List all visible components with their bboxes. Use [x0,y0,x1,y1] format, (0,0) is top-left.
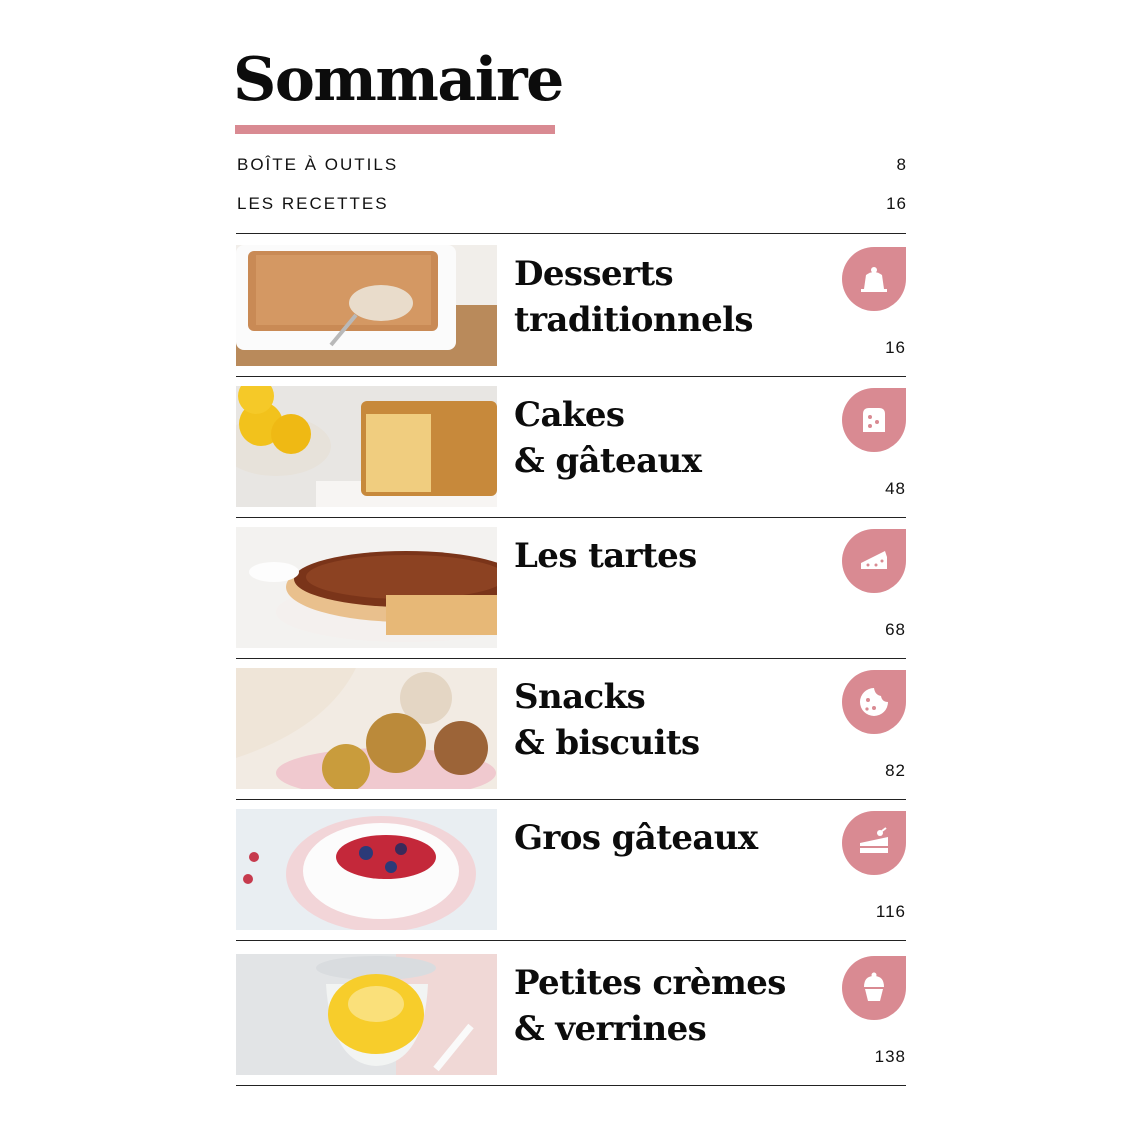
toc-entry-label: LES RECETTES [237,194,389,213]
section-title: Snacks & biscuits [514,677,700,763]
page-title: Sommaire [233,45,563,115]
section-page: 68 [885,620,906,639]
baked-dessert-dish-photo [236,245,497,366]
section-page: 138 [874,1047,906,1066]
section-petites-cremes-verrines[interactable] [236,954,906,1075]
pavlova-berries-photo [236,809,497,930]
toc-entry-label: BOÎTE À OUTILS [237,155,399,174]
layer-cake-icon [842,811,906,875]
section-gros-gateaux[interactable] [236,809,906,930]
toc-entry-page: 16 [886,194,907,213]
loaf-cake-icon [842,388,906,452]
title-underline [235,125,555,134]
pecan-tart-photo [236,527,497,648]
cookie-icon [842,670,906,734]
divider [236,658,906,659]
section-title: Cakes & gâteaux [514,395,702,481]
section-page: 16 [885,338,906,357]
section-page: 116 [875,902,906,921]
divider [236,233,906,234]
toc-entry-les-recettes[interactable] [237,194,907,216]
tart-slice-icon [842,529,906,593]
divider [236,376,906,377]
pound-cake-lemons-photo [236,386,497,507]
divider [236,517,906,518]
pudding-icon [842,247,906,311]
section-title: Gros gâteaux [514,818,758,858]
toc-entry-boite-a-outils[interactable] [237,155,907,177]
section-page: 82 [885,761,906,780]
cupcake-icon [842,956,906,1020]
divider [236,799,906,800]
divider [236,1085,906,1086]
section-page: 48 [885,479,906,498]
section-cakes-gateaux[interactable] [236,386,906,507]
section-title: Les tartes [514,536,697,576]
section-title: Desserts traditionnels [514,254,753,340]
energy-balls-photo [236,668,497,789]
section-title: Petites crèmes & verrines [514,963,786,1049]
section-les-tartes[interactable] [236,527,906,648]
toc-entry-page: 8 [896,155,907,174]
section-desserts-traditionnels[interactable] [236,245,906,366]
lemon-curd-jar-photo [236,954,497,1075]
section-snacks-biscuits[interactable] [236,668,906,789]
divider [236,940,906,941]
